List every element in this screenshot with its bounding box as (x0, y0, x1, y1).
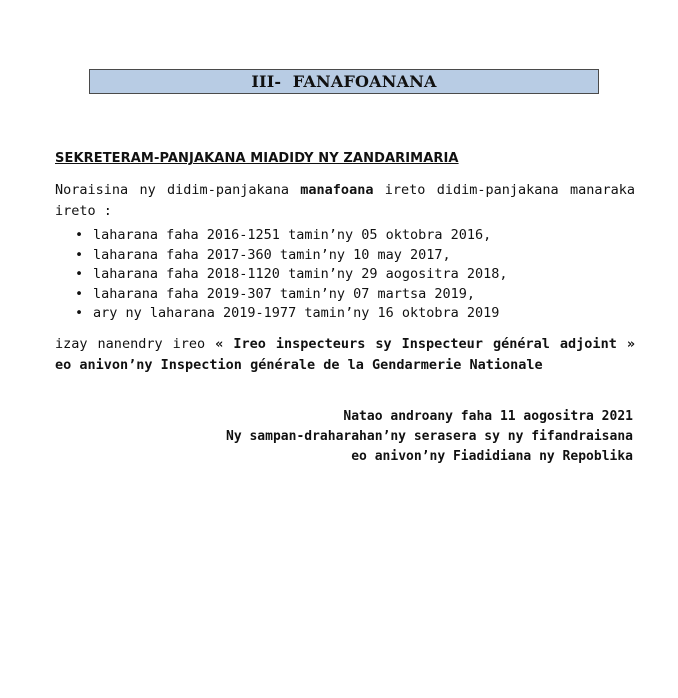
signature-date: Natao androany faha 11 aogositra 2021 (343, 409, 633, 424)
bullet-icon: • (75, 285, 84, 302)
intro-text-end: ireto didim-panjakana manaraka ireto : (55, 182, 635, 219)
decree-text: laharana faha 2016-1251 tamin’ny 05 oktobra 2016, (93, 227, 492, 243)
conclusion-text-start: izay nanendry ireo (55, 336, 216, 352)
decree-text: ary ny laharana 2019-1977 tamin’ny 16 oktobra 2019 (93, 305, 500, 321)
signature-institution: eo anivon’ny Fiadidiana ny Repoblika (351, 449, 633, 464)
section-title: III- FANAFOANANA (251, 72, 437, 91)
bullet-icon: • (75, 266, 84, 282)
list-item (75, 265, 508, 285)
signature-block (226, 407, 633, 467)
list-item (75, 246, 508, 266)
intro-paragraph (55, 180, 635, 222)
bullet-icon: • (75, 246, 84, 263)
conclusion-emphasis: « Ireo inspecteurs sy Inspecteur général adjoint » eo anivon’ny Inspection générale de la Gendarmerie Nationale (55, 336, 635, 373)
decree-text: laharana faha 2018-1120 tamin’ny 29 aogositra 2018, (93, 266, 508, 282)
list-item (75, 285, 508, 305)
conclusion-paragraph (55, 334, 635, 376)
intro-keyword: manafoana (300, 182, 374, 198)
section-title-box (89, 69, 599, 94)
decree-text: laharana faha 2019-307 tamin’ny 07 martsa 2019, (93, 285, 476, 302)
list-item (75, 226, 508, 246)
decree-text: laharana faha 2017-360 tamin’ny 10 may 2017, (93, 246, 451, 263)
bullet-icon: • (75, 305, 84, 321)
list-item (75, 304, 508, 324)
bullet-icon: • (75, 227, 84, 243)
signature-office: Ny sampan-draharahan’ny serasera sy ny fifandraisana (226, 429, 633, 444)
intro-text-start: Noraisina ny didim-panjakana (55, 182, 301, 198)
decree-list (75, 226, 508, 324)
ministry-heading: SEKRETERAM-PANJAKANA MIADIDY NY ZANDARIMARIA (55, 151, 459, 166)
